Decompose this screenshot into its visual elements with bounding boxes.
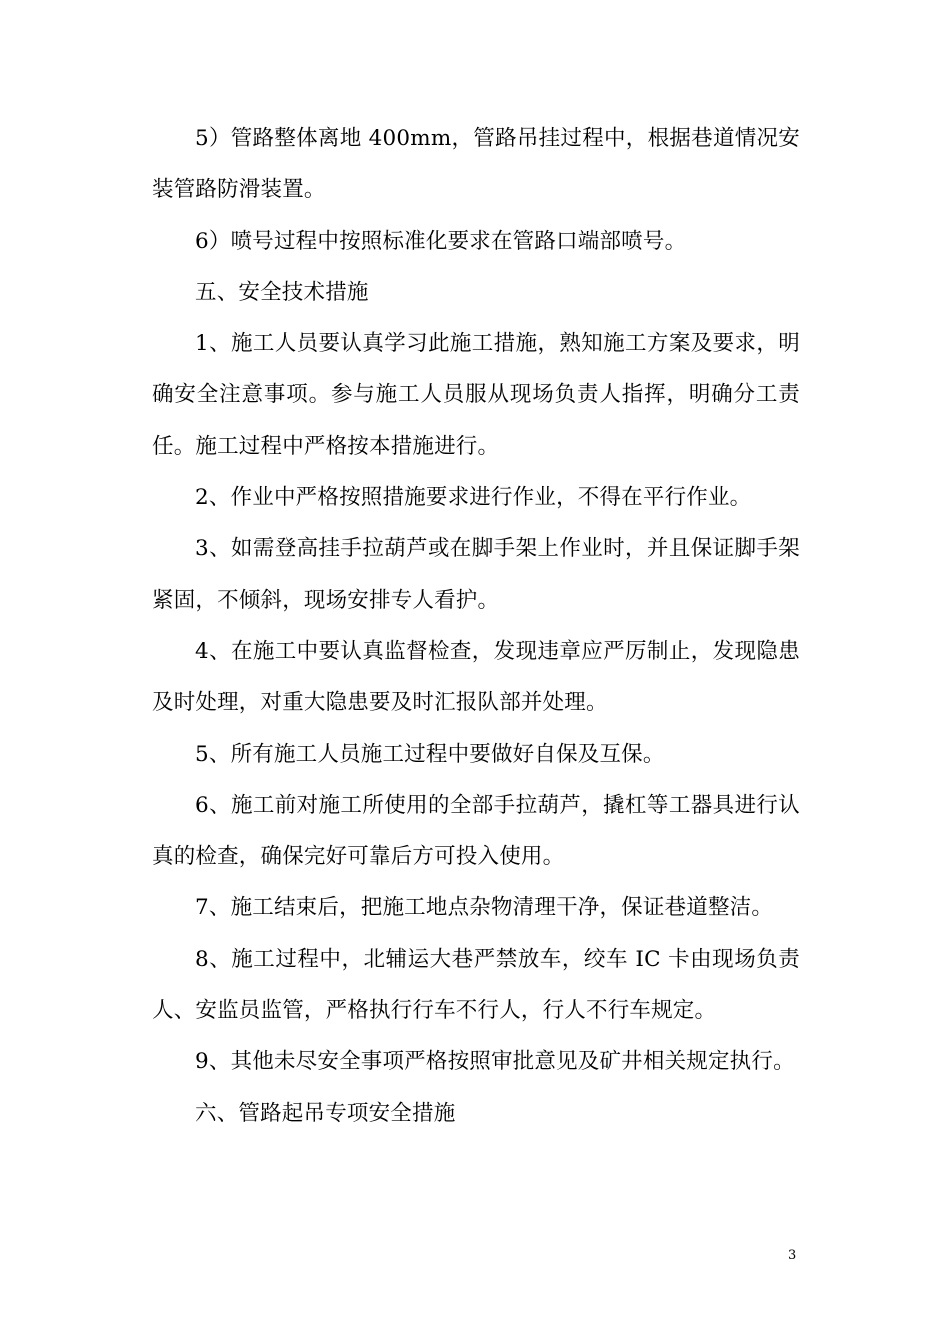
- paragraph-spray-numbering: 6）喷号过程中按照标准化要求在管路口端部喷号。: [195, 228, 687, 254]
- page-number: 3: [788, 1248, 797, 1263]
- section-heading-safety-measures: 五、安全技术措施: [195, 279, 369, 305]
- paragraph-pipe-height: 5）管路整体离地 400mm，管路吊挂过程中，根据巷道情况安装管路防滑装置。: [152, 126, 800, 203]
- paragraph-item-8: 8、施工过程中，北辅运大巷严禁放车，绞车 IC 卡由现场负责人、安监员监管，严格执行行车不行人，行人不行车规定。: [152, 946, 800, 1024]
- body-text: [152, 113, 800, 1139]
- paragraph-item-6: 6、施工前对施工所使用的全部手拉葫芦，撬杠等工器具进行认真的检查，确保完好可靠后方可投入使用。: [152, 792, 800, 870]
- paragraph-item-9: 9、其他未尽安全事项严格按照审批意见及矿井相关规定执行。: [195, 1049, 795, 1075]
- paragraph-item-2: 2、作业中严格按照措施要求进行作业，不得在平行作业。: [195, 485, 752, 511]
- section-heading-lifting-measures: 六、管路起吊专项安全措施: [195, 1100, 456, 1126]
- paragraph-item-3: 3、如需登高挂手拉葫芦或在脚手架上作业时，并且保证脚手架紧固，不倾斜，现场安排专人看护。: [152, 536, 800, 613]
- paragraph-item-1: 1、施工人员要认真学习此施工措施，熟知施工方案及要求，明确安全注意事项。参与施工人员服从现场负责人指挥，明确分工责任。施工过程中严格按本措施进行。: [152, 331, 800, 459]
- paragraph-item-5: 5、所有施工人员施工过程中要做好自保及互保。: [195, 741, 665, 767]
- paragraph-item-4: 4、在施工中要认真监督检查，发现违章应严厉制止，发现隐患及时处理，对重大隐患要及时汇报队部并处理。: [152, 638, 800, 716]
- paragraph-item-7: 7、施工结束后，把施工地点杂物清理干净，保证巷道整洁。: [195, 895, 774, 921]
